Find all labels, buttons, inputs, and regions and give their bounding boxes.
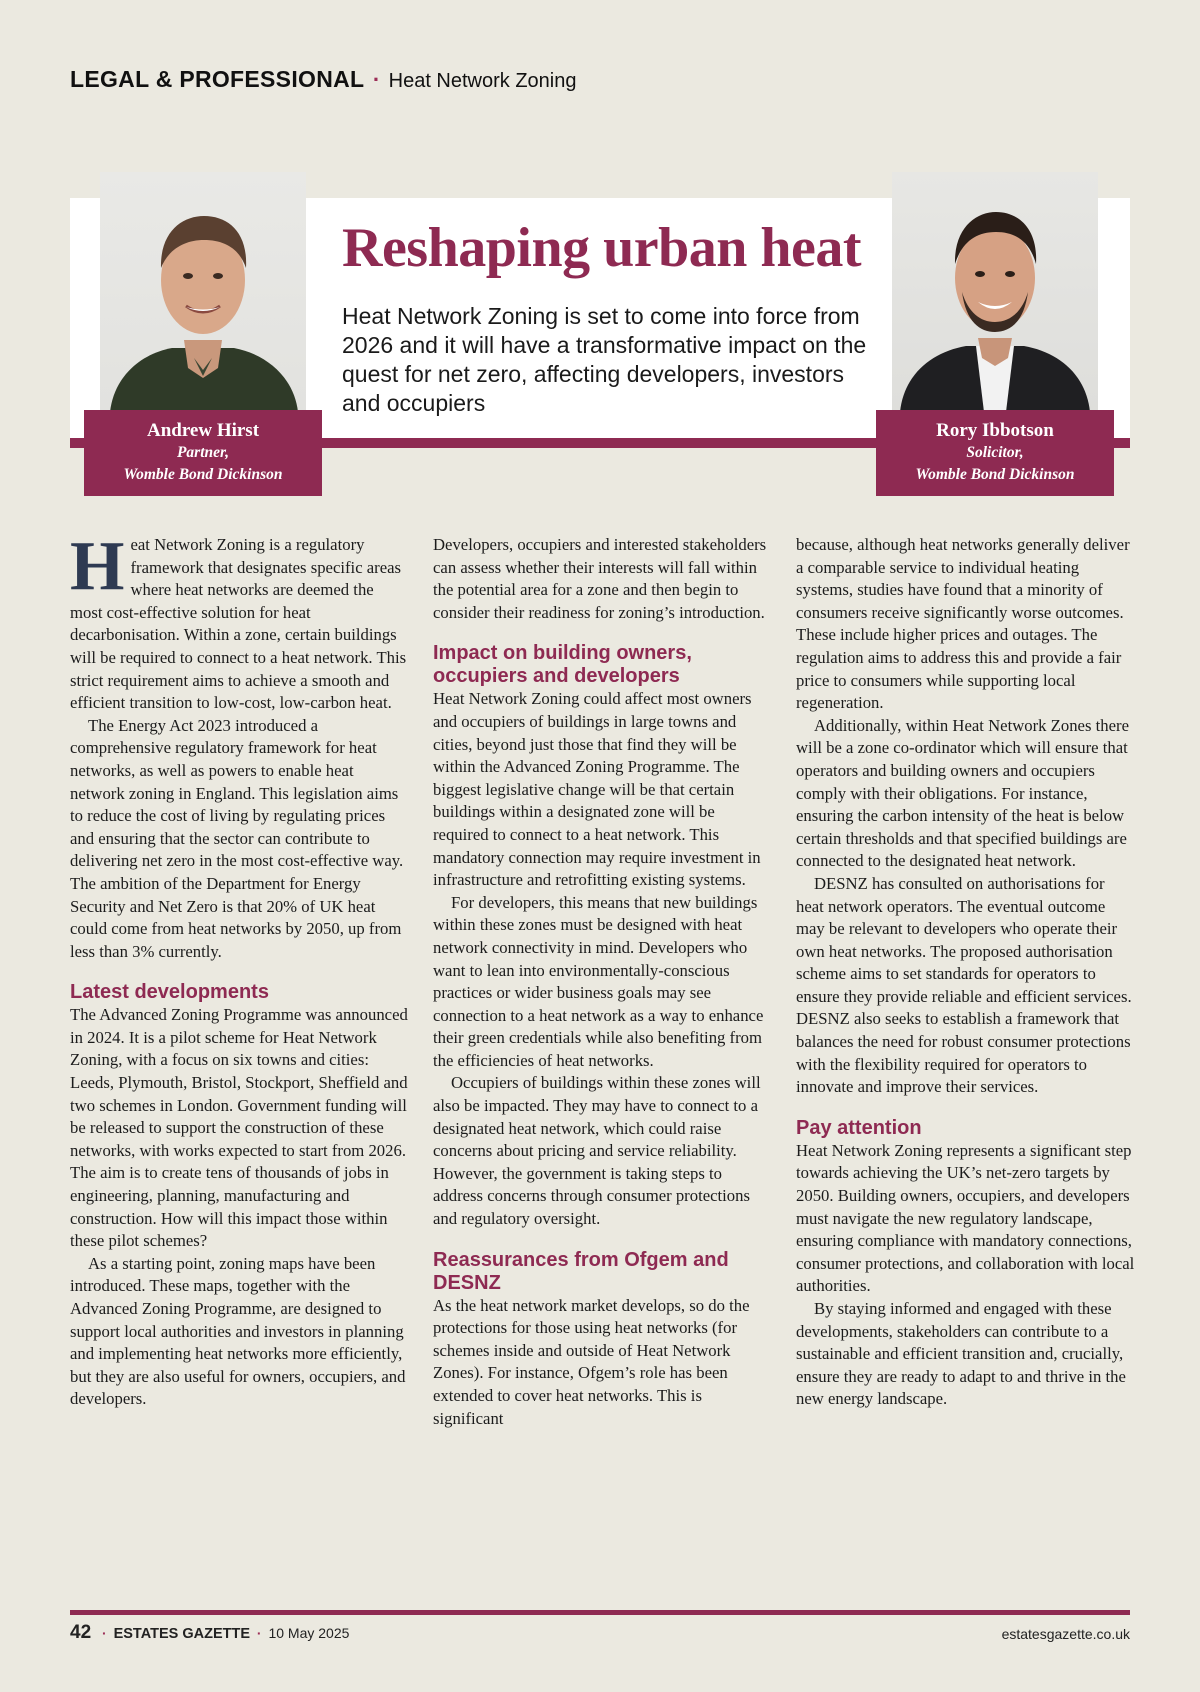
body-paragraph: Heat Network Zoning represents a significant step towards achieving the UK’s net-zero targets by 2050. Building owners, occupiers, and developers must navigate the new regulatory landscape, ensuring compliance with mandatory connections, consumer protections, and collaboration with local authorities. <box>796 1140 1135 1296</box>
footer-rule <box>70 1610 1130 1615</box>
article-column-1 <box>70 528 410 1411</box>
section-label: LEGAL & PROFESSIONAL <box>70 66 365 92</box>
body-paragraph: Heat Network Zoning could affect most owners and occupiers of buildings in large towns and cities, beyond just those that find they will be within the Advanced Zoning Programme. The biggest legislative change will be that certain buildings within a designated zone will be required to connect to a heat network. This mandatory connection may require investment in infrastructure and retrofitting existing systems. <box>433 689 761 890</box>
author-role: Partner, <box>176 444 230 461</box>
body-paragraph: DESNZ has consulted on authorisations for heat network operators. The eventual outcome may be relevant to developers who operate their own heat networks. The proposed authorisation scheme aims to set standards for operators to ensure they provide reliable and efficient services. DESNZ also seeks to establish a framework that balances the need for robust consumer protections with the flexibility required for operators to innovate and improve their services. <box>796 873 1132 1097</box>
subsection-label: Heat Network Zoning <box>388 70 577 92</box>
section-header <box>70 66 577 93</box>
subheading: Impact on building owners, occupiers and developers <box>433 642 692 688</box>
publication-name: ESTATES GAZETTE <box>113 1626 251 1642</box>
page-number: 42 <box>70 1622 92 1643</box>
standfirst: Heat Network Zoning is set to come into force from 2026 and it will have a transformative impact on the quest for net zero, affecting developers, investors and occupiers <box>342 303 867 416</box>
author-name: Andrew Hirst <box>146 420 260 441</box>
header-separator: · <box>372 67 381 92</box>
author-name: Rory Ibbotson <box>936 420 1054 441</box>
body-paragraph: Heat Network Zoning is a regulatory framework that designates specific areas where heat networks are deemed the most cost-effective solution for heat decarbonisation. Within a zone, certain buildings will be required to connect to a heat network. This strict requirement aims to achieve a smooth and efficient transition to low-cost, low-carbon heat. <box>70 528 407 713</box>
body-paragraph: Additionally, within Heat Network Zones there will be a zone co-ordinator which will ensure that operators and building owners and occupiers comply with their obligations. For instance, ensuring the carbon intensity of the heat is below certain thresholds and that specified buildings are connected to the designated heat network. <box>796 715 1129 871</box>
author-caption-rory-ibbotson <box>876 410 1114 496</box>
body-paragraph: The Energy Act 2023 introduced a comprehensive regulatory framework for heat networks, as well as powers to enable heat network zoning in England. This legislation aims to reduce the cost of living by regulating prices and ensuring that the sector can contribute to delivering net zero in the most cost-effective way. The ambition of the Department for Energy Security and Net Zero is that 20% of UK heat could come from heat networks by 2050, up from less than 3% currently. <box>70 715 404 961</box>
issue-date: 10 May 2025 <box>268 1625 350 1641</box>
subheading: Latest developments <box>70 981 269 1004</box>
footer-separator: · <box>256 1625 262 1641</box>
author-role: Solicitor, <box>966 444 1024 461</box>
body-paragraph: Occupiers of buildings within these zones will also be impacted. They may have to connect to a designated heat network, which could raise concerns about pricing and service reliability. However, the government is taking steps to address concerns through consumer protections and regulatory oversight. <box>433 1073 761 1229</box>
author-firm: Womble Bond Dickinson <box>123 466 283 483</box>
author-photo-rory-ibbotson <box>892 172 1098 412</box>
author-firm: Womble Bond Dickinson <box>915 466 1075 483</box>
article-column-3 <box>796 534 1136 1411</box>
body-paragraph: The Advanced Zoning Programme was announced in 2024. It is a pilot scheme for Heat Network Zoning, with a focus on six towns and cities: Leeds, Plymouth, Bristol, Stockport, Sheffield and two schemes in London. Government funding will be released to support the construction of these networks, with works expected to start from 2026. The aim is to create tens of thousands of jobs in engineering, planning, manufacturing and construction. How will this impact those within these pilot schemes? <box>70 1005 408 1251</box>
footer-separator: · <box>102 1625 107 1641</box>
author-caption-andrew-hirst <box>84 410 322 496</box>
body-paragraph: As the heat network market develops, so do the protections for those using heat networks (for schemes inside and outside of Heat Network Zones). For instance, Ofgem’s role has been extended to cover heat networks. This is significant <box>433 1295 750 1428</box>
person-portrait-icon <box>892 172 1098 412</box>
headline: Reshaping urban heat <box>342 217 862 279</box>
subheading: Reassurances from Ofgem and DESNZ <box>433 1248 729 1294</box>
body-paragraph: For developers, this means that new buildings within these zones must be designed with heat network connectivity in mind. Developers who want to lean into environmentally-conscious practices or wider business goals may see connection to a heat network as a way to enhance their green credentials while also benefiting from the efficiencies of heat networks. <box>433 892 764 1070</box>
drop-cap: H <box>70 528 125 605</box>
footer-left <box>70 1622 349 1644</box>
article-column-2 <box>433 534 773 1430</box>
subheading: Pay attention <box>796 1116 922 1139</box>
author-photo-andrew-hirst <box>100 172 306 412</box>
person-portrait-icon <box>100 172 306 412</box>
body-paragraph: As a starting point, zoning maps have been introduced. These maps, together with the Advanced Zoning Programme, are designed to support local authorities and investors in planning and implementing heat networks more efficiently, but they are also useful for owners, occupiers, and developers. <box>70 1253 406 1409</box>
body-paragraph: because, although heat networks generally deliver a comparable service to individual heating systems, studies have found that a minority of consumers receive significantly worse outcomes. These include higher prices and outages. The regulation aims to address this and provide a fair price to consumers while supporting local regeneration. <box>796 535 1130 713</box>
website-link[interactable]: estatesgazette.co.uk <box>1001 1626 1130 1642</box>
body-paragraph: Developers, occupiers and interested stakeholders can assess whether their interests will fall within the potential area for a zone and then begin to consider their readiness for zoning’s introduction. <box>433 535 767 622</box>
body-paragraph: By staying informed and engaged with these developments, stakeholders can contribute to a sustainable and efficient transition and, crucially, ensure they are ready to adapt to and thrive in the new energy landscape. <box>796 1299 1126 1409</box>
